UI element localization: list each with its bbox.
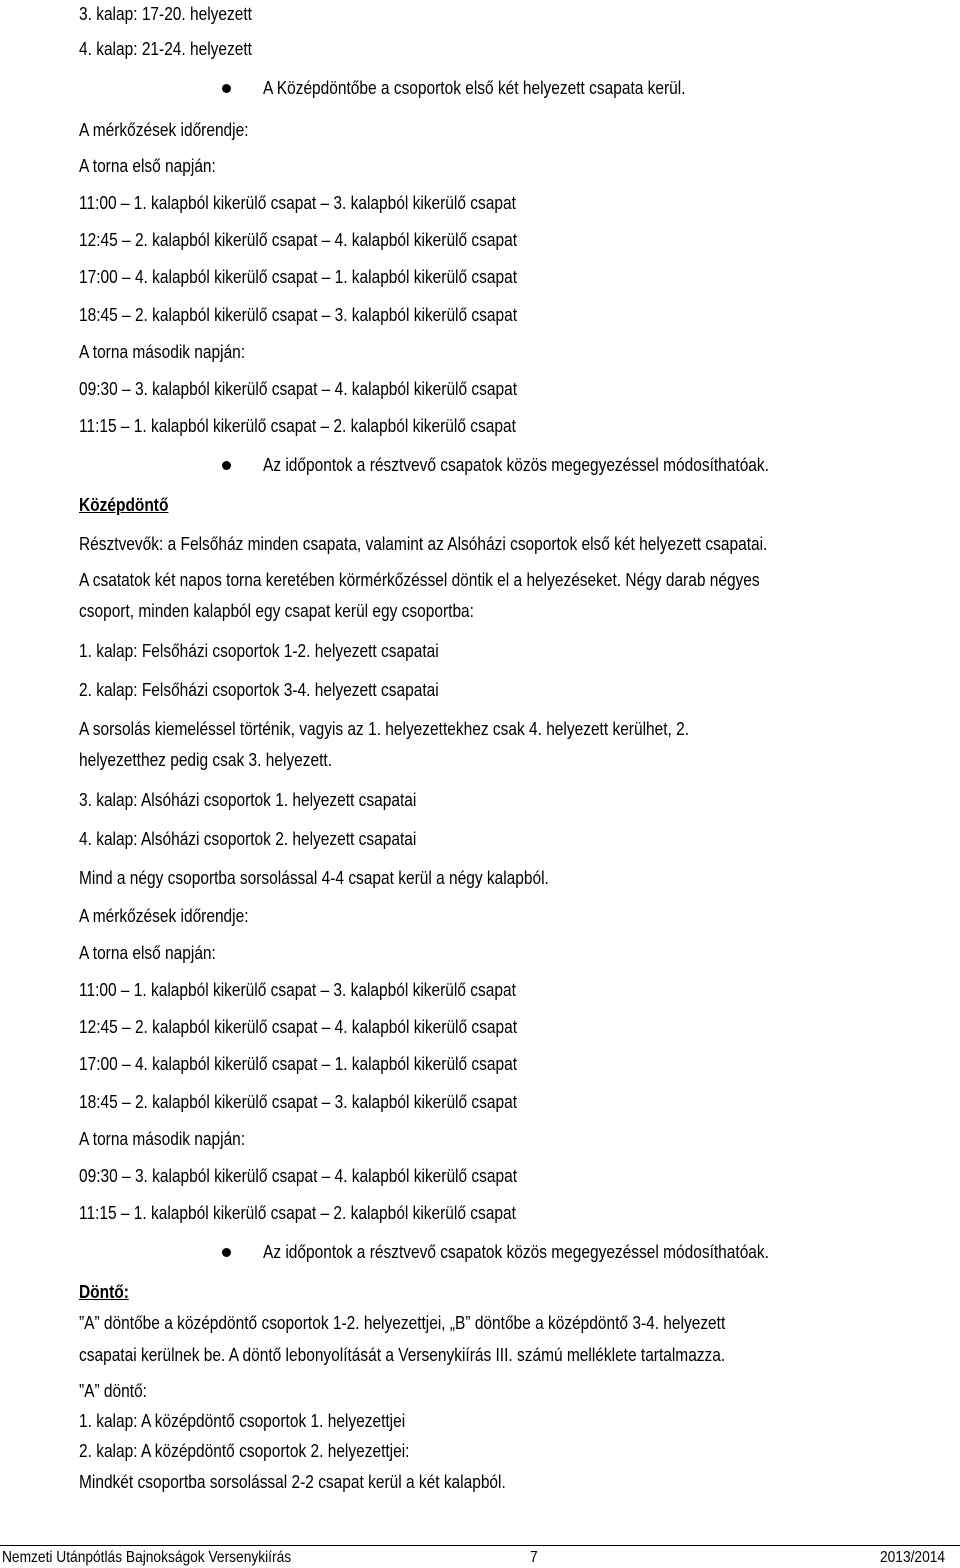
- text-line: 1. kalap: Felsőházi csoportok 1-2. helyezett csapatai: [79, 641, 439, 661]
- text-line: A mérkőzések időrendje:: [79, 906, 249, 926]
- text-line: 4. kalap: Alsóházi csoportok 2. helyezett csapatai: [79, 829, 417, 849]
- text-line: Résztvevők: a Felsőház minden csapata, valamint az Alsóházi csoportok első két helyezett csapatai.: [79, 534, 768, 554]
- schedule-line: 11:15 – 1. kalapból kikerülő csapat – 2. kalapból kikerülő csapat: [79, 416, 516, 436]
- text-line: A sorsolás kiemeléssel történik, vagyis az 1. helyezettekhez csak 4. helyezett kerülhet, 2.: [79, 719, 690, 739]
- text-line: 3. kalap: 17-20. helyezett: [79, 4, 252, 24]
- bullet-text: A Középdöntőbe a csoportok első két helyezett csapata kerül.: [263, 78, 686, 98]
- schedule-line: 09:30 – 3. kalapból kikerülő csapat – 4. kalapból kikerülő csapat: [79, 379, 518, 399]
- text-line: A torna második napján:: [79, 342, 246, 362]
- bullet-text: Az időpontok a résztvevő csapatok közös megegyezéssel módosíthatóak.: [263, 455, 769, 475]
- text-line: helyezetthez pedig csak 3. helyezett.: [79, 750, 333, 770]
- bullet-icon: [222, 1248, 231, 1257]
- text-line: A mérkőzések időrendje:: [79, 120, 249, 140]
- text-line: ”A” döntőbe a középdöntő csoportok 1-2. helyezettjei, „B” döntőbe a középdöntő 3-4. helyezett: [79, 1313, 726, 1333]
- text-line: 3. kalap: Alsóházi csoportok 1. helyezett csapatai: [79, 790, 417, 810]
- schedule-line: 11:15 – 1. kalapból kikerülő csapat – 2. kalapból kikerülő csapat: [79, 1203, 516, 1223]
- schedule-line: 17:00 – 4. kalapból kikerülő csapat – 1. kalapból kikerülő csapat: [79, 267, 518, 287]
- bullet-icon: [222, 461, 231, 470]
- text-line: 1. kalap: A középdöntő csoportok 1. helyezettjei: [79, 1411, 406, 1431]
- section-heading: Középdöntő: [79, 495, 169, 515]
- text-line: Mindkét csoportba sorsolással 2-2 csapat kerül a két kalapból.: [79, 1472, 506, 1492]
- footer-season: 2013/2014: [880, 1549, 946, 1566]
- text-line: 2. kalap: A középdöntő csoportok 2. helyezettjei:: [79, 1441, 410, 1461]
- schedule-line: 12:45 – 2. kalapból kikerülő csapat – 4. kalapból kikerülő csapat: [79, 230, 518, 250]
- text-line: A csatatok két napos torna keretében körmérkőzéssel döntik el a helyezéseket. Négy darab négyes: [79, 570, 760, 590]
- schedule-line: 18:45 – 2. kalapból kikerülő csapat – 3. kalapból kikerülő csapat: [79, 305, 518, 325]
- schedule-line: 18:45 – 2. kalapból kikerülő csapat – 3. kalapból kikerülő csapat: [79, 1092, 518, 1112]
- bullet-text: Az időpontok a résztvevő csapatok közös megegyezéssel módosíthatóak.: [263, 1242, 769, 1262]
- text-line: A torna első napján:: [79, 156, 216, 176]
- text-line: A torna második napján:: [79, 1129, 246, 1149]
- bullet-icon: [222, 84, 231, 93]
- text-line: ”A” döntő:: [79, 1381, 147, 1401]
- footer-rule: [0, 1545, 960, 1546]
- text-line: A torna első napján:: [79, 943, 216, 963]
- section-heading: Döntő:: [79, 1282, 129, 1302]
- schedule-line: 11:00 – 1. kalapból kikerülő csapat – 3. kalapból kikerülő csapat: [79, 980, 516, 1000]
- schedule-line: 17:00 – 4. kalapból kikerülő csapat – 1. kalapból kikerülő csapat: [79, 1054, 518, 1074]
- footer-title: Nemzeti Utánpótlás Bajnokságok Versenykiírás: [2, 1549, 292, 1566]
- schedule-line: 12:45 – 2. kalapból kikerülő csapat – 4. kalapból kikerülő csapat: [79, 1017, 518, 1037]
- page-number: 7: [530, 1549, 538, 1566]
- text-line: csapatai kerülnek be. A döntő lebonyolítását a Versenykiírás III. számú melléklete tartalmazza.: [79, 1345, 726, 1365]
- schedule-line: 11:00 – 1. kalapból kikerülő csapat – 3. kalapból kikerülő csapat: [79, 193, 516, 213]
- text-line: Mind a négy csoportba sorsolással 4-4 csapat kerül a négy kalapból.: [79, 868, 549, 888]
- text-line: 2. kalap: Felsőházi csoportok 3-4. helyezett csapatai: [79, 680, 439, 700]
- text-line: csoport, minden kalapból egy csapat kerül egy csoportba:: [79, 601, 474, 621]
- text-line: 4. kalap: 21-24. helyezett: [79, 39, 252, 59]
- schedule-line: 09:30 – 3. kalapból kikerülő csapat – 4. kalapból kikerülő csapat: [79, 1166, 518, 1186]
